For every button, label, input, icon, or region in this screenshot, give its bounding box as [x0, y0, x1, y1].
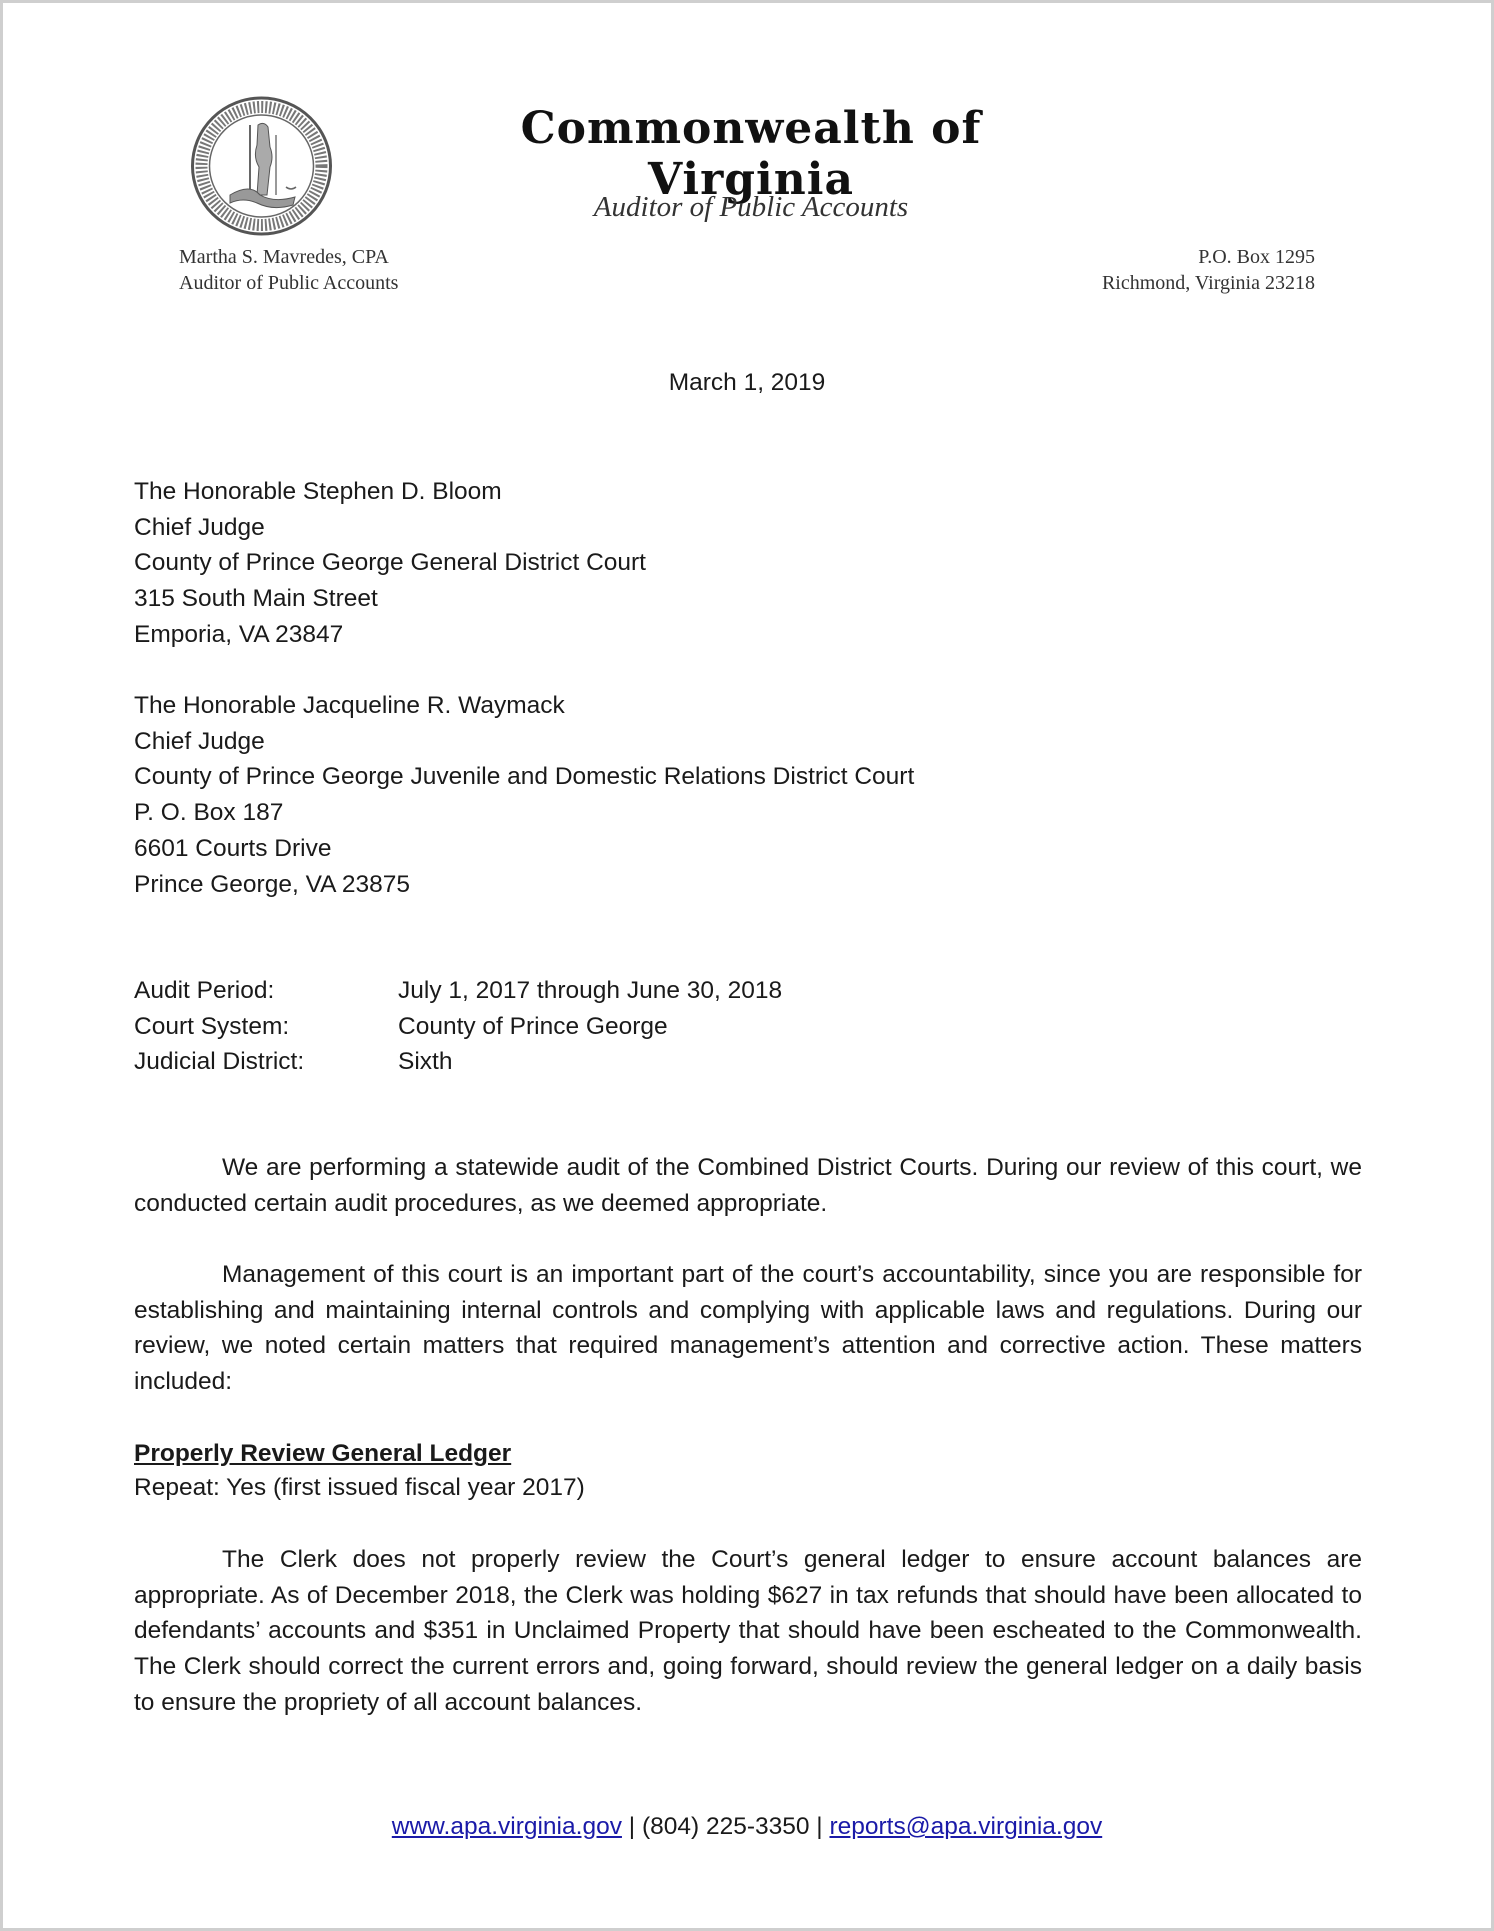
auditor-name: Martha S. Mavredes, CPA — [179, 246, 389, 268]
office-city: Richmond, Virginia 23218 — [1101, 272, 1315, 294]
letterhead-subtitle: Auditor of Public Accounts — [593, 191, 909, 223]
address-line: P. O. Box 187 — [134, 799, 284, 827]
finding-body — [134, 1542, 1362, 1721]
address-line: 315 South Main Street — [134, 585, 378, 613]
paragraph-management — [134, 1257, 1362, 1400]
address-line: Chief Judge — [134, 513, 265, 541]
address-line: The Honorable Stephen D. Bloom — [134, 478, 502, 505]
audit-info-row — [134, 973, 782, 1009]
address-line: The Honorable Jacqueline R. Waymack — [134, 692, 565, 719]
finding-repeat-status: Repeat: Yes (first issued fiscal year 2017) — [134, 1474, 585, 1501]
footer-phone: (804) 225-3350 — [641, 1813, 810, 1840]
court-system-label: Court System: — [134, 1012, 290, 1040]
audit-period-label: Audit Period: — [134, 977, 275, 1004]
audit-info — [134, 973, 782, 1080]
letter-date: March 1, 2019 — [668, 369, 826, 396]
address-line: Chief Judge — [134, 727, 265, 755]
address-line: County of Prince George General District Court — [134, 549, 646, 577]
court-system-value: County of Prince George — [398, 1012, 668, 1040]
judicial-district-label: Judicial District: — [134, 1048, 305, 1076]
auditor-title: Auditor of Public Accounts — [179, 272, 399, 294]
address-line: 6601 Courts Drive — [134, 834, 332, 862]
auditor-name-block — [179, 244, 398, 296]
footer-separator: | — [809, 1813, 830, 1840]
recipient-address-1 — [134, 474, 646, 653]
footer-separator: | — [621, 1813, 642, 1840]
audit-info-row — [134, 1009, 782, 1045]
letter-page — [3, 3, 1491, 1928]
paragraph-text: Management of this court is an important part of the court’s accountability, since you are responsible for establishing and maintaining internal controls and complying with applicable laws and regulations. During our review, we noted certain matters that required management’s attention and corrective action. These matters included: — [134, 1261, 1362, 1396]
footer-contact — [3, 1809, 1491, 1845]
audit-period-value: July 1, 2017 through June 30, 2018 — [398, 977, 783, 1004]
virginia-state-seal-icon — [190, 95, 333, 237]
recipient-address-2 — [134, 688, 914, 902]
email-link[interactable]: reports@apa.virginia.gov — [829, 1813, 1103, 1840]
finding-heading: Properly Review General Ledger — [134, 1440, 512, 1467]
paragraph-text: We are performing a statewide audit of the Combined District Courts. During our review of this court, we conducted certain audit procedures, as we deemed appropriate. — [134, 1154, 1362, 1217]
judicial-district-value: Sixth — [398, 1048, 453, 1076]
office-po-box: P.O. Box 1295 — [1198, 246, 1315, 268]
address-line: Emporia, VA 23847 — [134, 620, 344, 648]
letterhead-title: Commonwealth of Virginia — [520, 103, 982, 205]
audit-info-row — [134, 1044, 782, 1080]
website-link[interactable]: www.apa.virginia.gov — [391, 1813, 622, 1840]
paragraph-intro — [134, 1150, 1362, 1221]
paragraph-text: The Clerk does not properly review the Court’s general ledger to ensure account balances are appropriate. As of December 2018, the Clerk was holding $627 in tax refunds that should have been allocated to defendants’ accounts and $351 in Unclaimed Property that should have been escheated to the Commonwealth. The Clerk should correct the current errors and, going forward, should review the general ledger on a daily basis to ensure the propriety of all account balances. — [134, 1546, 1362, 1716]
office-address-block — [1102, 244, 1315, 296]
address-line: Prince George, VA 23875 — [134, 870, 411, 898]
address-line: County of Prince George Juvenile and Domestic Relations District Court — [134, 763, 915, 791]
